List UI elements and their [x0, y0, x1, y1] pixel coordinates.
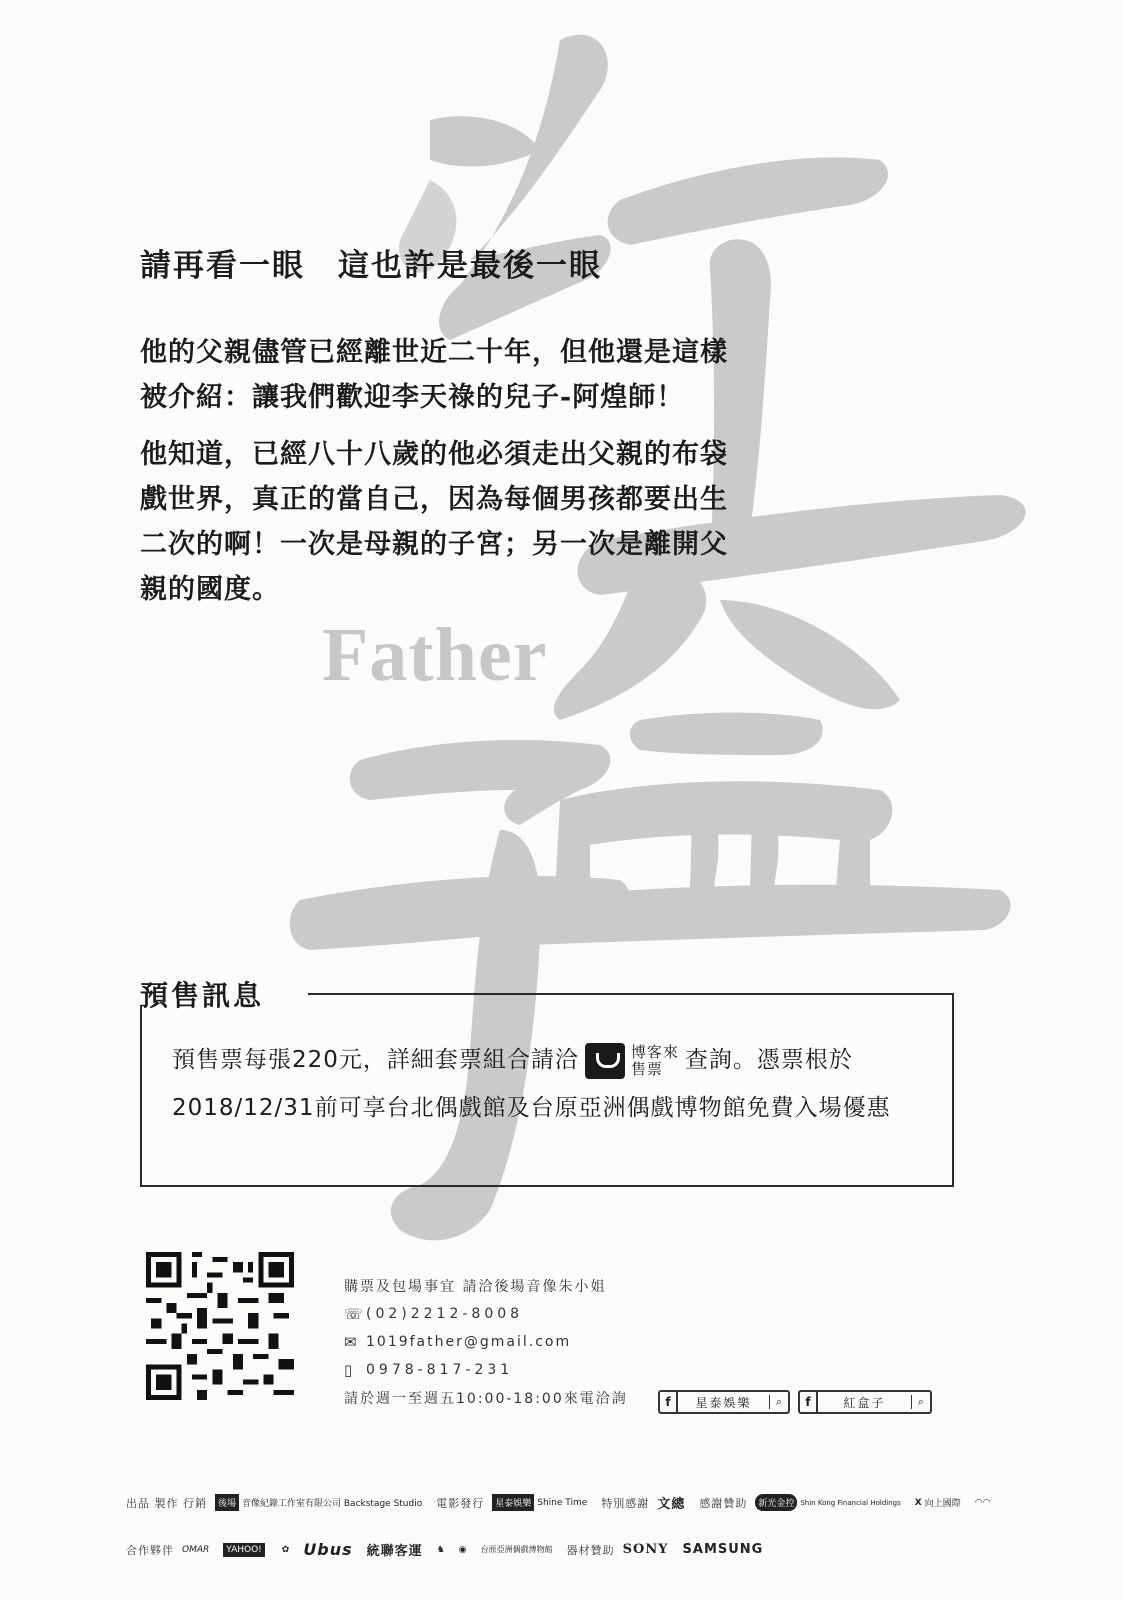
- xiangshang-logo: X 向上國際: [914, 1497, 961, 1509]
- paragraph-2: 他知道，已經八十八歲的他必須走出父親的布袋戲世界，真正的當自己，因為每個男孩都要出生二次的啊！一次是母親的子宮；另一次是離開父親的國度。: [140, 439, 728, 605]
- mail-icon: ✉: [344, 1333, 359, 1351]
- yahoo-logo: YAHOO!: [223, 1543, 268, 1557]
- facebook-icon: f: [660, 1392, 678, 1412]
- flower-logo: ✿: [281, 1544, 290, 1555]
- presale-text-after: 查詢。憑票根於2018/12/31前可享台北偶戲館及台原亞洲偶戲博物館免費入場優惠: [172, 1047, 891, 1121]
- presale-title: 預售訊息: [140, 979, 265, 1012]
- taiyuan-museum-logo: 台原亞洲偶戲博物館: [480, 1545, 553, 1554]
- credits-row-1: [126, 1493, 1006, 1512]
- omar-logo: OMAR: [182, 1544, 210, 1555]
- contact-info: [344, 1272, 628, 1412]
- phone-icon: ☏: [344, 1305, 365, 1323]
- search-icon: ⌕: [769, 1395, 788, 1409]
- presale-text: [172, 1036, 942, 1132]
- credit-role: 特別感謝: [601, 1496, 650, 1510]
- contact-heading: 購票及包場事宜 請洽後場音像朱小姐: [344, 1279, 607, 1295]
- mobile-line: [344, 1356, 628, 1384]
- credits-row-2: [126, 1540, 1006, 1559]
- ubus-logo: Ubus: [303, 1540, 353, 1559]
- facebook-page-button-2[interactable]: [798, 1390, 932, 1414]
- credit-role: 出品 製作 行銷: [126, 1496, 207, 1510]
- paragraph-1: 他的父親儘管已經離世近二十年，但他還是這樣被介紹：讓我們歡迎李天祿的兒子-阿煌師！: [140, 337, 728, 413]
- phone-line: [344, 1300, 628, 1328]
- credit-role: 電影發行: [436, 1496, 485, 1510]
- samsung-logo: SAMSUNG: [682, 1542, 764, 1557]
- taipei-puppet-theater-logo: ◠◠: [974, 1497, 991, 1508]
- email-address[interactable]: 1019father@gmail.com: [366, 1334, 572, 1350]
- facebook-icon: f: [800, 1392, 818, 1412]
- headline: 請再看一眼 這也許是最後一眼: [140, 248, 602, 284]
- equipment-sponsor-role: 器材贊助: [566, 1543, 615, 1557]
- circle-logo: ◉: [458, 1544, 467, 1555]
- search-icon: ⌕: [911, 1395, 930, 1409]
- credit-role-partners: 合作夥伴: [126, 1543, 174, 1557]
- qr-code[interactable]: [146, 1252, 294, 1400]
- facebook-page-name-1: 星泰娛樂: [695, 1395, 752, 1410]
- facebook-page-button-1[interactable]: [658, 1390, 790, 1414]
- mobile-icon: ▯: [344, 1361, 355, 1379]
- father-watermark: Father: [322, 613, 548, 697]
- mobile-number[interactable]: 0978-817-231: [366, 1362, 514, 1378]
- ticket-vendor-logo[interactable]: [585, 1043, 679, 1079]
- ticket-logo-text: 博客來售票: [630, 1042, 679, 1078]
- ubus-name: 統聯客運: [366, 1544, 423, 1559]
- contact-hours: 請於週一至週五10:00-18:00來電洽詢: [344, 1391, 628, 1407]
- puppet-icon-logo: ♞: [436, 1544, 445, 1555]
- gacc-logo: 文總: [657, 1497, 686, 1512]
- sony-logo: SONY: [622, 1542, 669, 1557]
- presale-text-before: 預售票每張220元，詳細套票組合請洽: [172, 1047, 579, 1073]
- phone-number[interactable]: (02)2212-8008: [366, 1306, 524, 1322]
- facebook-page-name-2: 紅盒子: [843, 1395, 886, 1410]
- email-line: [344, 1328, 628, 1356]
- shine-time-logo: 星泰娛樂 Shine Time: [492, 1494, 587, 1511]
- shin-kong-logo: 新光金控 Shin Kong Financial Holdings: [755, 1494, 900, 1511]
- credit-role: 感謝贊助: [699, 1496, 748, 1510]
- ticket-logo-icon: [585, 1043, 625, 1079]
- backstage-studio-logo: 後場 音像紀錄工作室有限公司 Backstage Studio: [215, 1494, 422, 1511]
